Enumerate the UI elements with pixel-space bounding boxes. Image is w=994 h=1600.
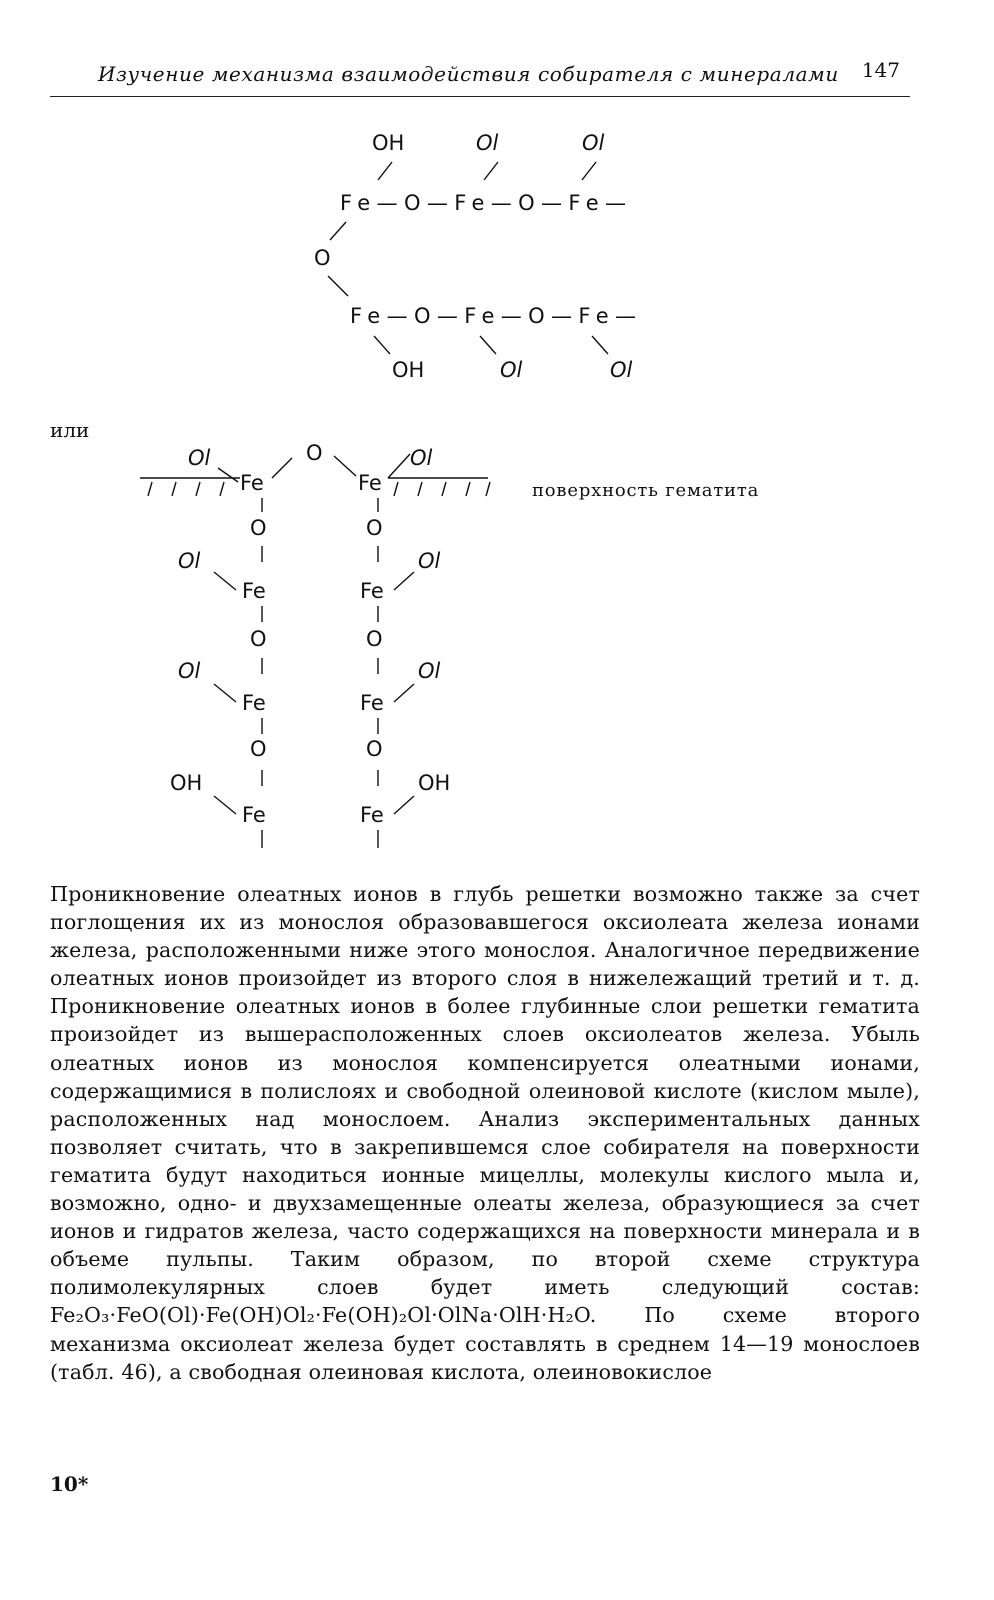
bond bbox=[272, 458, 292, 478]
page-number: 147 bbox=[861, 58, 900, 82]
scheme2-o: O bbox=[250, 737, 267, 761]
bond bbox=[592, 336, 608, 354]
body-paragraph: Проникновение олеатных ионов в глубь решетки возможно также за счет поглощения их из монослоя образовавшегося оксиолеата железа ионами железа, расположенными ниже этого монослоя. Аналогичное передвижение олеатных ионов произойдет из второго слоя в нижележащий третий и т. д. Проникновение олеатных ионов в более глубинные слои решетки гематита произойдет из вышерасположенных слоев оксиолеатов железа. Убыль олеатных ионов из монослоя компенсируется олеатными ионами, содержащимися в полислоях и свободной олеиновой кислоте (кислом мыле), расположенных над монослоем. Анализ экспериментальных данных позволяет считать, что в закрепившемся слое собирателя на поверхности гематита будут находиться ионные мицеллы, молекулы кислого мыла и, возможно, одно- и двухзамещенные олеаты железа, образующиеся за счет ионов и гидратов железа, часто содержащихся на поверхности минерала и в объеме пульпы. Таким образом, по второй схеме структура полимолекулярных слоев будет иметь следующий состав: Fe₂O₃·FeO(Ol)·Fe(OH)Ol₂·Fe(OH)₂Ol·OlNa·OlH·H₂O. По схеме второго механизма оксиолеат железа будет составлять в среднем 14—19 монослоев (табл. 46), а свободная олеиновая кислота, олеиновокислое bbox=[50, 882, 920, 1384]
scheme1-bridge-o: O bbox=[314, 246, 331, 270]
bond bbox=[480, 336, 496, 354]
bond bbox=[214, 796, 236, 814]
signature-mark: 10* bbox=[50, 1472, 89, 1496]
bond bbox=[330, 222, 346, 240]
bond bbox=[378, 162, 392, 180]
scheme2-o: O bbox=[366, 516, 383, 540]
scheme2-group-ol: Ol bbox=[188, 446, 211, 470]
surface-hatching bbox=[148, 482, 490, 496]
bond bbox=[218, 468, 238, 482]
bond bbox=[214, 572, 236, 590]
scheme1-group-ol: Ol bbox=[476, 131, 499, 155]
scheme2-group-oh: OH bbox=[418, 771, 451, 795]
scheme1-group-ol: Ol bbox=[582, 131, 605, 155]
bond bbox=[582, 162, 596, 180]
scheme2-o: O bbox=[366, 737, 383, 761]
bond bbox=[388, 454, 410, 478]
scheme1-chain-bottom: Fe—O—Fe—O—Fe— bbox=[350, 304, 636, 328]
bond bbox=[374, 336, 390, 354]
bond bbox=[328, 276, 348, 296]
running-title: Изучение механизма взаимодействия собирателя с минералами bbox=[98, 62, 839, 86]
scheme2-fe: Fe bbox=[242, 691, 266, 715]
scheme1-group-oh: OH bbox=[372, 131, 405, 155]
scheme2-fe: Fe bbox=[242, 579, 266, 603]
scheme2-group-oh: OH bbox=[170, 771, 203, 795]
scheme2-group-ol: Ol bbox=[178, 659, 201, 683]
bond bbox=[484, 162, 498, 180]
scheme2-group-ol: Ol bbox=[410, 446, 433, 470]
surface-label: поверхность гематита bbox=[532, 480, 760, 501]
scheme2-group-ol: Ol bbox=[178, 549, 201, 573]
scheme-1 bbox=[314, 131, 636, 382]
scheme1-group-ol: Ol bbox=[610, 358, 633, 382]
scheme2-fe: Fe bbox=[240, 471, 264, 495]
scheme2-o: O bbox=[250, 516, 267, 540]
bond bbox=[334, 456, 356, 476]
bond bbox=[394, 572, 414, 590]
scheme2-fe: Fe bbox=[360, 691, 384, 715]
bond bbox=[394, 796, 414, 814]
scheme2-group-ol: Ol bbox=[418, 659, 441, 683]
bond bbox=[214, 684, 236, 702]
scheme2-o: O bbox=[366, 627, 383, 651]
scheme2-group-ol: Ol bbox=[418, 549, 441, 573]
scheme2-fe: Fe bbox=[360, 803, 384, 827]
scheme2-bridge-o: O bbox=[306, 441, 323, 465]
scheme2-fe: Fe bbox=[242, 803, 266, 827]
scheme1-group-ol: Ol bbox=[500, 358, 523, 382]
scheme-2 bbox=[140, 441, 490, 848]
scheme1-group-oh: OH bbox=[392, 358, 425, 382]
scheme2-o: O bbox=[250, 627, 267, 651]
scheme2-fe: Fe bbox=[360, 579, 384, 603]
scheme2-fe: Fe bbox=[358, 471, 382, 495]
bond bbox=[394, 684, 414, 702]
connector-word: или bbox=[50, 418, 90, 442]
scheme1-chain-top: Fe—O—Fe—O—Fe— bbox=[340, 191, 626, 215]
